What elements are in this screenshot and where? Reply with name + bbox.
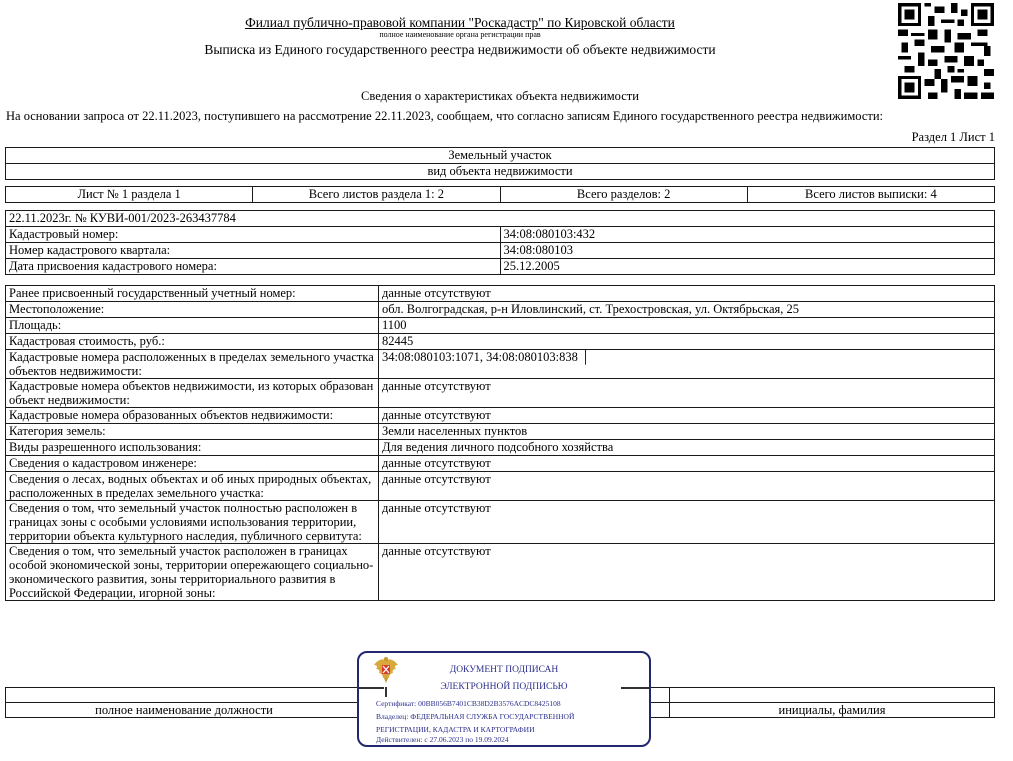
- table-row: [6, 440, 995, 456]
- row-value: 82445: [379, 334, 995, 350]
- section-sheets-total: Всего листов раздела 1: 2: [253, 187, 500, 203]
- name-field: [670, 688, 995, 703]
- row-value: 34:08:080103:1071, 34:08:080103:838 │: [379, 350, 995, 379]
- row-label: Ранее присвоенный государственный учетный номер:: [6, 286, 379, 302]
- divider: [359, 687, 384, 689]
- section-subtitle: Сведения о характеристиках объекта недвижимости: [361, 89, 639, 103]
- extract-sheets-total: Всего листов выписки: 4: [747, 187, 994, 203]
- row-label: Кадастровые номера объектов недвижимости, из которых образован объект недвижимости:: [6, 379, 379, 408]
- owner-line2: РЕГИСТРАЦИИ, КАДАСТРА И КАРТОГРАФИИ: [376, 725, 535, 734]
- identification-table: [5, 210, 995, 275]
- table-row: [6, 243, 995, 259]
- row-label: Кадастровая стоимость, руб.:: [6, 334, 379, 350]
- stamp-line1: ДОКУМЕНТ ПОДПИСАН: [449, 665, 559, 675]
- row-label: Кадастровый номер:: [6, 227, 501, 243]
- row-label: Номер кадастрового квартала:: [6, 243, 501, 259]
- table-row: [6, 424, 995, 440]
- table-row: [6, 227, 995, 243]
- owner-line1: Владелец: ФЕДЕРАЛЬНАЯ СЛУЖБА ГОСУДАРСТВЕННОЙ: [376, 712, 575, 721]
- row-value: данные отсутствуют: [379, 544, 995, 601]
- row-label: Кадастровые номера расположенных в пределах земельного участка объектов недвижимости:: [6, 350, 379, 379]
- object-kind-table: [5, 147, 995, 180]
- row-label: Категория земель:: [6, 424, 379, 440]
- table-row: [6, 472, 995, 501]
- sheet-number: Лист № 1 раздела 1: [6, 187, 253, 203]
- row-value: обл. Волгоградская, р-н Иловлинский, ст. Трехостровская, ул. Октябрьская, 25: [379, 302, 995, 318]
- organization-name: Филиал публично-правовой компании "Роскадастр" по Кировской области: [245, 15, 675, 30]
- row-value: 25.12.2005: [500, 259, 995, 275]
- object-kind-caption: вид объекта недвижимости: [6, 164, 995, 180]
- record-id: 22.11.2023г. № КУВИ-001/2023-263437784: [6, 211, 995, 227]
- stamp-line2: ЭЛЕКТРОННОЙ ПОДПИСЬЮ: [440, 682, 568, 692]
- divider: [621, 687, 649, 689]
- table-row: [6, 259, 995, 275]
- table-row: [6, 501, 995, 544]
- table-row: [6, 408, 995, 424]
- characteristics-table: [5, 285, 995, 601]
- electronic-signature-stamp: [357, 651, 651, 747]
- table-row: [6, 334, 995, 350]
- row-label: Дата присвоения кадастрового номера:: [6, 259, 501, 275]
- row-label: Сведения о том, что земельный участок расположен в границах особой экономической зоны, территории опережающего социально-экономического развития, зоны территориального развития в Российской Федерации, игорной зоны:: [6, 544, 379, 601]
- organization-caption: полное наименование органа регистрации прав: [379, 30, 541, 39]
- row-label: Сведения о том, что земельный участок полностью расположен в границах зоны с особыми условиями использования территории, территории объекта культурного наследия, публичного сервитута:: [6, 501, 379, 544]
- table-row: [6, 302, 995, 318]
- row-value: данные отсутствуют: [379, 472, 995, 501]
- qr-code-icon: [898, 3, 994, 99]
- table-row: [6, 286, 995, 302]
- basis-text: На основании запроса от 22.11.2023, поступившего на рассмотрение 22.11.2023, сообщаем, что согласно записям Единого государственного реестра недвижимости:: [6, 109, 883, 123]
- divider: [385, 687, 387, 697]
- row-label: Виды разрешенного использования:: [6, 440, 379, 456]
- row-value: данные отсутствуют: [379, 501, 995, 544]
- validity-period: Действителен: с 27.06.2023 по 19.09.2024: [376, 735, 509, 744]
- section-sheet-reference: Раздел 1 Лист 1: [911, 130, 995, 144]
- table-row: [6, 318, 995, 334]
- table-row: [6, 379, 995, 408]
- row-value: данные отсутствуют: [379, 456, 995, 472]
- row-label: Местоположение:: [6, 302, 379, 318]
- row-value: 1100: [379, 318, 995, 334]
- table-row: [6, 544, 995, 601]
- object-kind: Земельный участок: [6, 148, 995, 164]
- position-caption: полное наименование должности: [6, 703, 363, 718]
- row-value: данные отсутствуют: [379, 286, 995, 302]
- row-label: Сведения о кадастровом инженере:: [6, 456, 379, 472]
- row-value: Земли населенных пунктов: [379, 424, 995, 440]
- position-field: [6, 688, 363, 703]
- row-label: Кадастровые номера образованных объектов недвижимости:: [6, 408, 379, 424]
- certificate-number: Сертификат: 00BB056B7401CB38D2B3576ACDC8425108: [376, 699, 561, 708]
- sections-total: Всего разделов: 2: [500, 187, 747, 203]
- row-value: 34:08:080103: [500, 243, 995, 259]
- row-value: 34:08:080103:432: [500, 227, 995, 243]
- table-row: [6, 456, 995, 472]
- row-label: Площадь:: [6, 318, 379, 334]
- name-caption: инициалы, фамилия: [670, 703, 995, 718]
- row-value: Для ведения личного подсобного хозяйства: [379, 440, 995, 456]
- sheets-table: [5, 186, 995, 203]
- row-value: данные отсутствуют: [379, 408, 995, 424]
- row-value: данные отсутствуют: [379, 379, 995, 408]
- row-label: Сведения о лесах, водных объектах и об иных природных объектах, расположенных в пределах земельного участка:: [6, 472, 379, 501]
- document-title: Выписка из Единого государственного реестра недвижимости об объекте недвижимости: [204, 42, 716, 57]
- table-row: [6, 350, 995, 379]
